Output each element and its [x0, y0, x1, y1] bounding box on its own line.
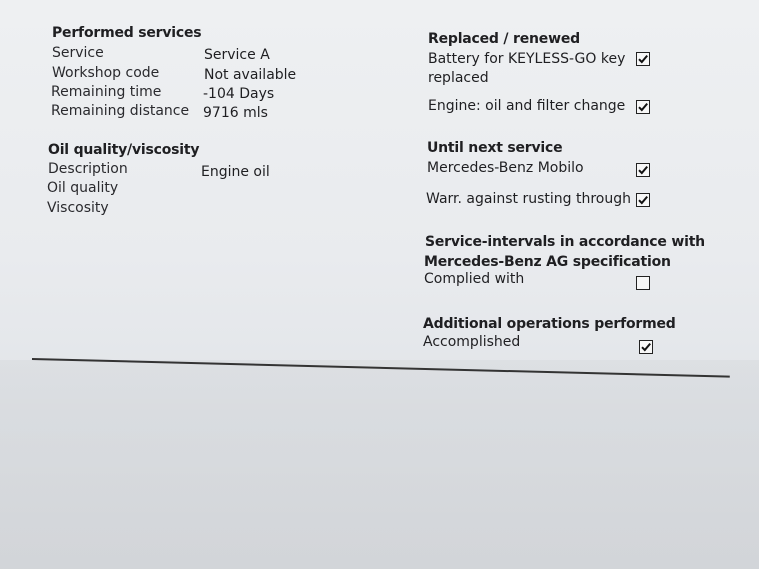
performed-services-heading: Performed services	[52, 25, 202, 41]
intervals-heading-line1: Service-intervals in accordance with	[425, 234, 705, 250]
rusting-checkbox[interactable]	[636, 193, 650, 207]
accomplished-item: Accomplished	[423, 334, 521, 350]
oil-filter-item: Engine: oil and filter change	[428, 98, 626, 114]
checkmark-icon	[637, 101, 649, 113]
mobilo-item: Mercedes-Benz Mobilo	[427, 160, 584, 176]
battery-item-line2: replaced	[428, 70, 489, 86]
remaining-time-value: -104 Days	[203, 86, 275, 102]
next-service-heading: Until next service	[427, 140, 563, 156]
viscosity-label: Viscosity	[47, 200, 109, 216]
workshop-code-value: Not available	[204, 67, 297, 83]
oil-filter-checkbox[interactable]	[636, 100, 650, 114]
service-label: Service	[52, 45, 104, 61]
oil-description-label: Description	[48, 161, 128, 177]
mobilo-checkbox[interactable]	[636, 163, 650, 177]
intervals-heading-line2: Mercedes-Benz AG specification	[424, 254, 671, 270]
page-shadow	[0, 360, 759, 569]
rusting-item: Warr. against rusting through	[426, 191, 631, 207]
remaining-distance-value: 9716 mls	[203, 105, 268, 121]
remaining-distance-label: Remaining distance	[51, 103, 190, 119]
checkmark-icon	[637, 164, 649, 176]
oil-heading: Oil quality/viscosity	[48, 142, 200, 158]
battery-item-line1: Battery for KEYLESS-GO key	[428, 51, 626, 67]
additional-heading: Additional operations performed	[423, 316, 676, 332]
service-value: Service A	[204, 47, 270, 63]
complied-with-checkbox[interactable]	[636, 276, 650, 290]
accomplished-checkbox[interactable]	[639, 340, 653, 354]
oil-description-value: Engine oil	[201, 164, 270, 180]
checkmark-icon	[637, 53, 649, 65]
remaining-time-label: Remaining time	[51, 84, 162, 100]
checkmark-icon	[640, 341, 652, 353]
complied-with-item: Complied with	[424, 271, 525, 287]
battery-checkbox[interactable]	[636, 52, 650, 66]
replaced-heading: Replaced / renewed	[428, 31, 580, 47]
workshop-code-label: Workshop code	[52, 65, 160, 81]
oil-quality-label: Oil quality	[47, 180, 119, 196]
checkmark-icon	[637, 194, 649, 206]
